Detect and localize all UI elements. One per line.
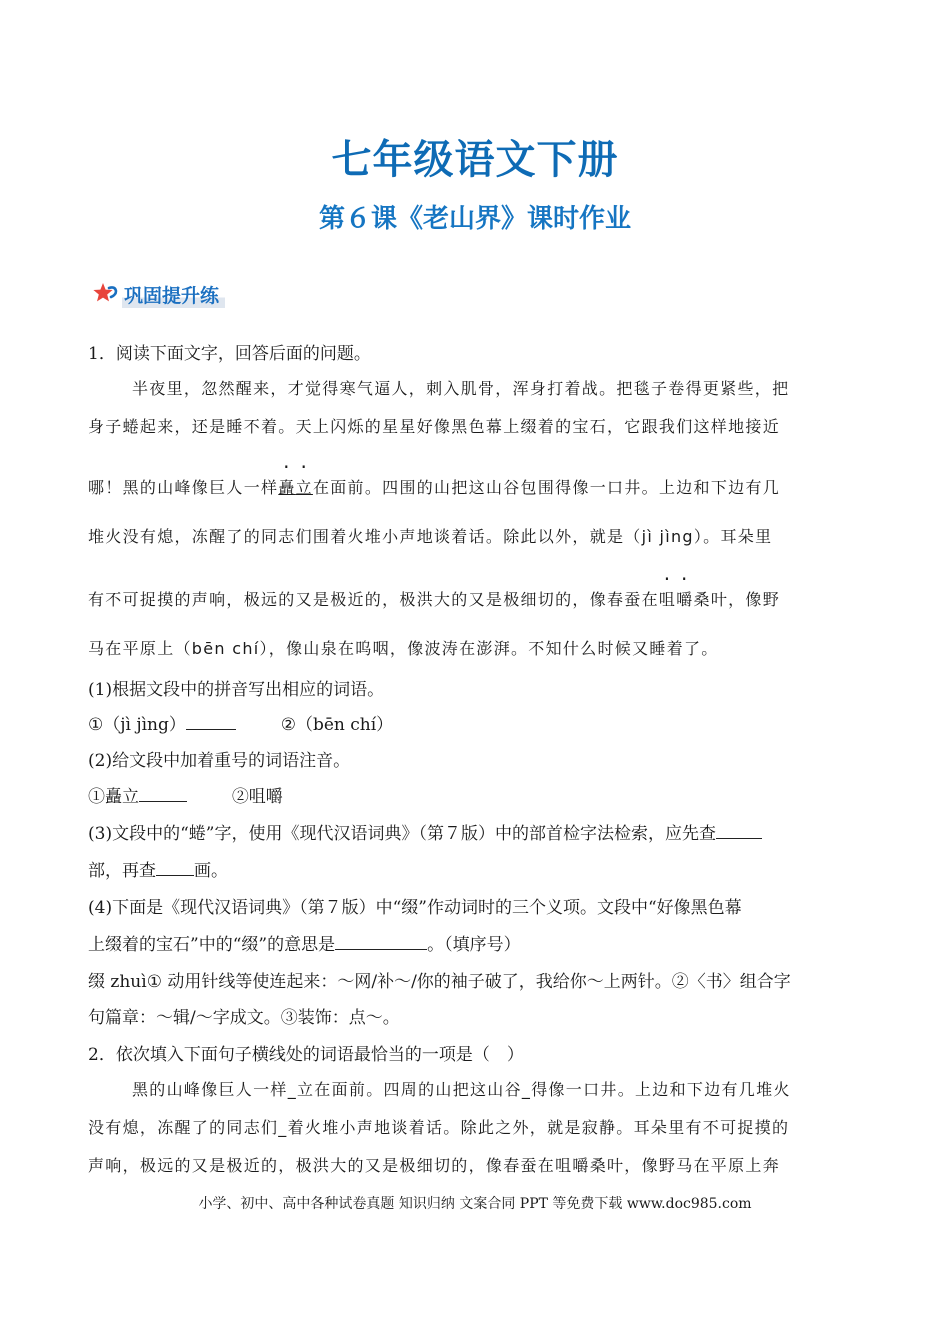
passage-line: 黑的山峰像巨人一样_立在面前。四周的山把这山谷_得像一口井。上边和下边有几堆火 (132, 1080, 791, 1099)
emphasis-char: 咀 (658, 590, 677, 609)
answer-blank[interactable] (156, 859, 194, 876)
section-header (92, 281, 225, 307)
answer-label: ①矗立 (88, 787, 139, 807)
passage-line: 没有熄，冻醒了的同志们_着火堆小声地谈着话。除此之外，就是寂静。耳朵里有不可捉摸的 (88, 1118, 790, 1137)
subquestion-3: (3)文段中的“蜷”字，使用《现代汉语词典》（第７版）中的部首检字法检索，应先查 (88, 819, 762, 844)
section-label: 巩固提升练 (122, 281, 225, 308)
passage-line: 声响，极远的又是极近的，极洪大的又是极细切的，像春蚕在咀嚼桑叶，像野马在平原上奔 (88, 1156, 781, 1175)
passage-line: 身子蜷起来，还是睡不着。天上闪烁的星星好像黑色幕上缀着的宝石，它跟我们这样地接近 (88, 417, 781, 436)
question-2-stem: 2．依次填入下面句子横线处的词语最恰当的一项是（ ） (88, 1045, 524, 1065)
passage-line: 堆火没有熄，冻醒了的同志们围着火堆小声地谈着话。除此以外，就是（jì jìng）。耳朵里 (88, 527, 773, 546)
emphasis-char: 立 (295, 478, 313, 497)
answer-blank[interactable] (716, 822, 762, 839)
answer-blank[interactable] (186, 713, 236, 730)
dictionary-entry: 缀 zhuì① 动用针线等使连起来：～网/补～/你的袖子破了，我给你～上两针。②〈书〉组合字 (88, 972, 791, 992)
subquestion-4-cont: 上缀着的宝石”中的“缀”的意思是 。（填序号） (88, 935, 521, 955)
passage-text: 桑叶，像野 (693, 590, 781, 609)
passage-text: 在面前。四围的山把这山谷包围得像一口井。上边和下边有几 (312, 478, 781, 497)
subquestion-1-answers (88, 710, 393, 735)
emphasis-char: 矗 (278, 478, 296, 497)
passage-line (88, 475, 780, 498)
answer-label: ②咀嚼 (231, 787, 283, 807)
answer-label: ①（jì jìng） (88, 715, 186, 735)
passage-text: 有不可捉摸的声响，极远的又是极近的，极洪大的又是极细切的，像春蚕在 (88, 590, 659, 609)
subquestion-3-cont: 部，再查 画。 (88, 861, 228, 881)
question-1-stem: 1．阅读下面文字，回答后面的问题。 (88, 344, 371, 364)
passage-line: 半夜里，忽然醒来，才觉得寒气逼人，刺入肌骨，浑身打着战。把毯子卷得更紧些，把 (132, 379, 790, 398)
subquestion-2: (2)给文段中加着重号的词语注音。 (88, 751, 351, 771)
subquestion-2-answers (88, 782, 283, 807)
answer-blank[interactable] (335, 933, 427, 950)
passage-line: 马在平原上（bēn chí），像山泉在呜咽，像波涛在澎湃。不知什么时候又睡着了。 (88, 639, 719, 658)
passage-text: 哪！黑的山峰像巨人一样 (88, 478, 279, 497)
passage-line (88, 587, 780, 610)
footer-text: 小学、初中、高中各种试卷真题 知识归纳 文案合同 PPT 等免费下载 www.doc985.com (198, 1196, 752, 1212)
answer-blank[interactable] (139, 785, 187, 802)
dictionary-entry: 句篇章：～辑/～字成文。③装饰：点～。 (88, 1008, 400, 1028)
page-subtitle: 第６课《老山界》课时作业 (318, 204, 631, 234)
emphasis-char: 嚼 (676, 590, 694, 609)
answer-label: ②（bēn chí） (280, 715, 394, 735)
star-icon (92, 281, 118, 307)
subquestion-4: (4)下面是《现代汉语词典》（第７版）中“缀”作动词时的三个义项。文段中“好像黑色幕 (88, 898, 742, 918)
subquestion-1: (1)根据文段中的拼音写出相应的词语。 (88, 680, 385, 700)
page-title: 七年级语文下册 (331, 137, 619, 183)
